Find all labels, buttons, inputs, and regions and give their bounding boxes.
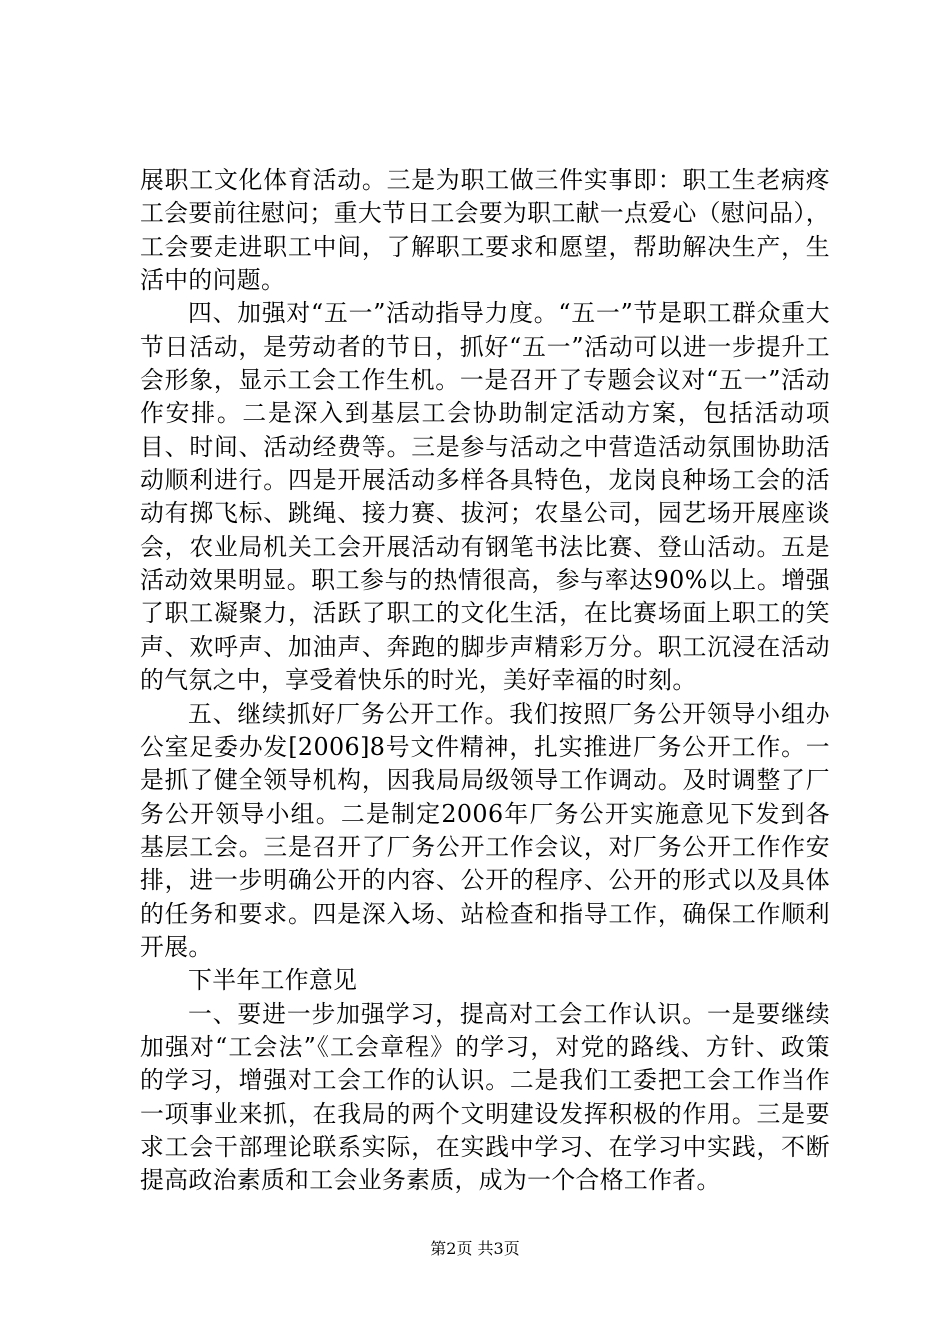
paragraph-item-five: 五、继续抓好厂务公开工作。我们按照厂务公开领导小组办公室足委办发[2006]8号文件精神，扎实推进厂务公开工作。一是抓了健全领导机构，因我局局级领导工作调动。及时调整了厂务公开领导小组。二是制定2006年厂务公开实施意见下发到各基层工会。三是召开了厂务公开工作会议，对厂务公开工作作安排，进一步明确公开的内容、公开的程序、公开的形式以及具体的任务和要求。四是深入场、站检查和指导工作，确保工作顺利开展。: [140, 699, 830, 961]
section-heading: 下半年工作意见: [188, 966, 358, 995]
paragraph-item-four: 四、加强对“五一”活动指导力度。“五一”节是职工群众重大节日活动，是劳动者的节日，抓好“五一”活动可以进一步提升工会形象，显示工会工作生机。一是召开了专题会议对“五一”活动作安排。二是深入到基层工会协助制定活动方案，包括活动项目、时间、活动经费等。三是参与活动之中营造活动氛围协助活动顺利进行。四是开展活动多样各具特色，龙岗良种场工会的活动有掷飞标、跳绳、接力赛、拔河；农垦公司，园艺场开展座谈会，农业局机关工会开展活动有钢笔书法比赛、登山活动。五是活动效果明显。职工参与的热情很高，参与率达90%以上。增强了职工凝聚力，活跃了职工的文化生活，在比赛场面上职工的笑声、欢呼声、加油声、奔跑的脚步声精彩万分。职工沉浸在活动的气氛之中，享受着快乐的时光，美好幸福的时刻。: [140, 299, 830, 695]
paragraph-plan-one: 一、要进一步加强学习，提高对工会工作认识。一是要继续加强对“工会法”《工会章程》的学习，对党的路线、方针、政策的学习，增强对工会工作的认识。二是我们工委把工会工作当作一项事业来抓，在我局的两个文明建设发挥积极的作用。三是要求工会干部理论联系实际，在实践中学习、在学习中实践，不断提高政治素质和工会业务素质，成为一个合格工作者。: [140, 999, 830, 1195]
document-body: [140, 164, 830, 1198]
paragraph-continuation: 展职工文化体育活动。三是为职工做三件实事即：职工生老病疼工会要前往慰问；重大节日工会要为职工献一点爱心（慰问品），工会要走进职工中间，了解职工要求和愿望，帮助解决生产，生活中的问题。: [140, 166, 830, 295]
page-footer: 第2页 共3页: [430, 1239, 520, 1258]
